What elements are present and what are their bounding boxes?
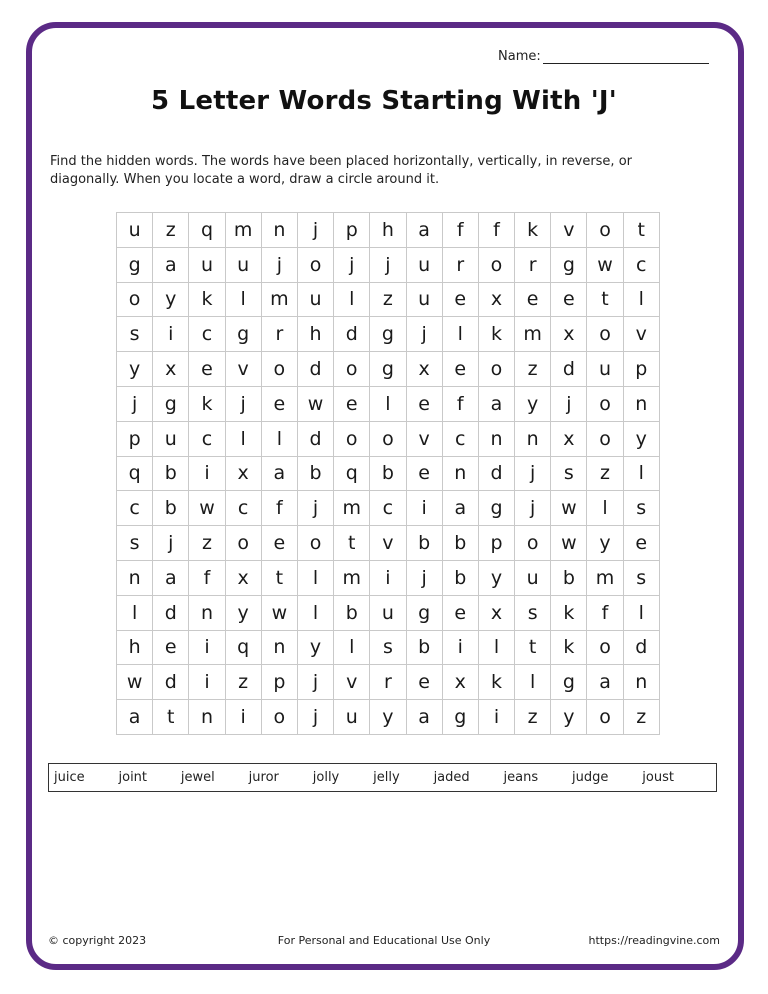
grid-cell[interactable]: m bbox=[261, 282, 297, 317]
word-bank bbox=[48, 763, 717, 792]
grid-cell[interactable]: b bbox=[334, 595, 370, 630]
grid-cell[interactable]: x bbox=[225, 456, 261, 491]
grid-cell[interactable]: n bbox=[623, 665, 659, 700]
grid-cell[interactable]: e bbox=[189, 352, 225, 387]
grid-cell[interactable]: y bbox=[551, 700, 587, 735]
grid-cell[interactable]: s bbox=[370, 630, 406, 665]
grid-cell[interactable]: h bbox=[370, 213, 406, 248]
grid-cell[interactable]: y bbox=[515, 386, 551, 421]
grid-cell[interactable]: o bbox=[587, 317, 623, 352]
grid-cell[interactable]: l bbox=[370, 386, 406, 421]
grid-cell[interactable]: e bbox=[442, 282, 478, 317]
grid-cell[interactable]: f bbox=[587, 595, 623, 630]
grid-cell[interactable]: o bbox=[297, 526, 333, 561]
grid-cell[interactable]: i bbox=[406, 491, 442, 526]
grid-cell[interactable]: v bbox=[225, 352, 261, 387]
grid-cell[interactable]: w bbox=[587, 247, 623, 282]
page-title: 5 Letter Words Starting With 'J' bbox=[151, 86, 617, 116]
grid-cell[interactable]: l bbox=[515, 665, 551, 700]
grid-cell[interactable]: z bbox=[515, 352, 551, 387]
grid-cell[interactable]: u bbox=[406, 247, 442, 282]
grid-cell[interactable]: m bbox=[587, 560, 623, 595]
word-bank-item: jelly bbox=[373, 770, 400, 785]
grid-cell[interactable]: t bbox=[261, 560, 297, 595]
word-bank-item: joust bbox=[642, 770, 674, 785]
grid-cell[interactable]: o bbox=[117, 282, 153, 317]
grid-cell[interactable]: w bbox=[551, 526, 587, 561]
grid-cell[interactable]: i bbox=[442, 630, 478, 665]
word-bank-item: judge bbox=[572, 770, 609, 785]
grid-row bbox=[117, 352, 660, 387]
grid-cell[interactable]: e bbox=[153, 630, 189, 665]
grid-row bbox=[117, 595, 660, 630]
grid-cell[interactable]: v bbox=[370, 526, 406, 561]
grid-cell[interactable]: u bbox=[117, 213, 153, 248]
grid-cell[interactable]: i bbox=[189, 630, 225, 665]
word-bank-item: jeans bbox=[503, 770, 539, 785]
grid-row bbox=[117, 630, 660, 665]
grid-cell[interactable]: r bbox=[442, 247, 478, 282]
grid-cell[interactable]: s bbox=[117, 526, 153, 561]
grid-cell[interactable]: y bbox=[587, 526, 623, 561]
grid-cell[interactable]: i bbox=[478, 700, 514, 735]
grid-cell[interactable]: p bbox=[261, 665, 297, 700]
grid-cell[interactable]: p bbox=[117, 421, 153, 456]
word-search-grid bbox=[116, 212, 660, 735]
grid-cell[interactable]: j bbox=[297, 213, 333, 248]
grid-cell[interactable]: l bbox=[117, 595, 153, 630]
grid-cell[interactable]: y bbox=[623, 421, 659, 456]
grid-cell[interactable]: y bbox=[117, 352, 153, 387]
grid-cell[interactable]: m bbox=[334, 491, 370, 526]
grid-cell[interactable]: l bbox=[334, 630, 370, 665]
grid-cell[interactable]: e bbox=[406, 665, 442, 700]
grid-cell[interactable]: y bbox=[370, 700, 406, 735]
grid-cell[interactable]: a bbox=[587, 665, 623, 700]
grid-cell[interactable]: d bbox=[478, 456, 514, 491]
grid-cell[interactable]: p bbox=[478, 526, 514, 561]
grid-cell[interactable]: f bbox=[442, 386, 478, 421]
grid-cell[interactable]: c bbox=[189, 421, 225, 456]
grid-cell[interactable]: t bbox=[334, 526, 370, 561]
grid-cell[interactable]: q bbox=[225, 630, 261, 665]
grid-cell[interactable]: k bbox=[478, 665, 514, 700]
grid-cell[interactable]: o bbox=[334, 352, 370, 387]
grid-cell[interactable]: o bbox=[334, 421, 370, 456]
grid-cell[interactable]: u bbox=[515, 560, 551, 595]
grid-cell[interactable]: r bbox=[261, 317, 297, 352]
grid-cell[interactable]: a bbox=[406, 700, 442, 735]
grid-cell[interactable]: o bbox=[587, 386, 623, 421]
grid-cell[interactable]: j bbox=[515, 491, 551, 526]
word-bank-item: jolly bbox=[312, 770, 340, 785]
grid-cell[interactable]: i bbox=[153, 317, 189, 352]
grid-cell[interactable]: p bbox=[623, 352, 659, 387]
grid-cell[interactable]: j bbox=[515, 456, 551, 491]
grid-row bbox=[117, 665, 660, 700]
grid-cell[interactable]: j bbox=[261, 247, 297, 282]
grid-cell[interactable]: g bbox=[370, 317, 406, 352]
word-bank-item: juice bbox=[54, 770, 85, 785]
grid-cell[interactable]: t bbox=[153, 700, 189, 735]
grid-cell[interactable]: b bbox=[406, 630, 442, 665]
grid-cell[interactable]: h bbox=[117, 630, 153, 665]
grid-cell[interactable]: l bbox=[334, 282, 370, 317]
grid-cell[interactable]: w bbox=[551, 491, 587, 526]
grid-cell[interactable]: x bbox=[442, 665, 478, 700]
grid-cell[interactable]: u bbox=[153, 421, 189, 456]
grid-cell[interactable]: j bbox=[153, 526, 189, 561]
grid-cell[interactable]: n bbox=[623, 386, 659, 421]
grid-row bbox=[117, 700, 660, 735]
grid-cell[interactable]: a bbox=[153, 247, 189, 282]
name-field[interactable] bbox=[498, 49, 709, 64]
grid-cell[interactable]: v bbox=[334, 665, 370, 700]
grid-cell[interactable]: u bbox=[587, 352, 623, 387]
grid-cell[interactable]: v bbox=[551, 213, 587, 248]
grid-cell[interactable]: e bbox=[261, 526, 297, 561]
grid-cell[interactable]: x bbox=[225, 560, 261, 595]
word-bank-item: joint bbox=[118, 770, 148, 785]
grid-cell[interactable]: l bbox=[442, 317, 478, 352]
grid-row bbox=[117, 317, 660, 352]
grid-cell[interactable]: m bbox=[225, 213, 261, 248]
grid-cell[interactable]: u bbox=[297, 282, 333, 317]
grid-cell[interactable]: n bbox=[261, 630, 297, 665]
grid-cell[interactable]: g bbox=[551, 247, 587, 282]
grid-cell[interactable]: q bbox=[334, 456, 370, 491]
grid-cell[interactable]: a bbox=[153, 560, 189, 595]
grid-cell[interactable]: w bbox=[297, 386, 333, 421]
grid-cell[interactable]: t bbox=[623, 213, 659, 248]
grid-cell[interactable]: e bbox=[623, 526, 659, 561]
name-label: Name: bbox=[498, 49, 541, 64]
grid-cell[interactable]: c bbox=[442, 421, 478, 456]
footer-usage: For Personal and Educational Use Only bbox=[277, 934, 491, 947]
grid-cell[interactable]: d bbox=[153, 595, 189, 630]
grid-cell[interactable]: o bbox=[587, 700, 623, 735]
grid-cell[interactable]: n bbox=[189, 700, 225, 735]
grid-cell[interactable]: r bbox=[515, 247, 551, 282]
grid-cell[interactable]: l bbox=[297, 560, 333, 595]
grid-row bbox=[117, 491, 660, 526]
grid-cell[interactable]: l bbox=[225, 421, 261, 456]
grid-cell[interactable]: o bbox=[261, 352, 297, 387]
grid-cell[interactable]: o bbox=[370, 421, 406, 456]
grid-row bbox=[117, 560, 660, 595]
grid-cell[interactable]: a bbox=[117, 700, 153, 735]
grid-cell[interactable]: x bbox=[478, 595, 514, 630]
grid-cell[interactable]: x bbox=[406, 352, 442, 387]
grid-cell[interactable]: g bbox=[406, 595, 442, 630]
grid-cell[interactable]: e bbox=[551, 282, 587, 317]
grid-cell[interactable]: n bbox=[189, 595, 225, 630]
grid-cell[interactable]: x bbox=[551, 421, 587, 456]
grid-cell[interactable]: j bbox=[370, 247, 406, 282]
grid-cell[interactable]: s bbox=[623, 491, 659, 526]
word-bank-item: juror bbox=[248, 770, 279, 785]
grid-cell[interactable]: l bbox=[623, 595, 659, 630]
grid-cell[interactable]: u bbox=[406, 282, 442, 317]
grid-cell[interactable]: d bbox=[334, 317, 370, 352]
grid-cell[interactable]: b bbox=[551, 560, 587, 595]
grid-row bbox=[117, 386, 660, 421]
grid-cell[interactable]: w bbox=[261, 595, 297, 630]
grid-cell[interactable]: y bbox=[297, 630, 333, 665]
grid-cell[interactable]: z bbox=[225, 665, 261, 700]
grid-cell[interactable]: e bbox=[442, 352, 478, 387]
grid-cell[interactable]: p bbox=[334, 213, 370, 248]
grid-cell[interactable]: d bbox=[623, 630, 659, 665]
grid-cell[interactable]: s bbox=[623, 560, 659, 595]
grid-cell[interactable]: j bbox=[297, 665, 333, 700]
footer-copyright: © copyright 2023 bbox=[48, 934, 147, 947]
grid-cell[interactable]: u bbox=[189, 247, 225, 282]
grid-cell[interactable]: k bbox=[551, 630, 587, 665]
grid-cell[interactable]: e bbox=[261, 386, 297, 421]
grid-cell[interactable]: d bbox=[297, 421, 333, 456]
grid-cell[interactable]: u bbox=[370, 595, 406, 630]
grid-cell[interactable]: b bbox=[442, 560, 478, 595]
grid-cell[interactable]: m bbox=[515, 317, 551, 352]
grid-row bbox=[117, 213, 660, 248]
grid-cell[interactable]: k bbox=[189, 386, 225, 421]
grid-cell[interactable]: k bbox=[478, 317, 514, 352]
grid-cell[interactable]: f bbox=[478, 213, 514, 248]
grid-cell[interactable]: f bbox=[261, 491, 297, 526]
grid-cell[interactable]: t bbox=[515, 630, 551, 665]
grid-row bbox=[117, 282, 660, 317]
grid-cell[interactable]: n bbox=[515, 421, 551, 456]
grid-cell[interactable]: n bbox=[261, 213, 297, 248]
grid-cell[interactable]: q bbox=[117, 456, 153, 491]
grid-cell[interactable]: a bbox=[478, 386, 514, 421]
grid-cell[interactable]: y bbox=[225, 595, 261, 630]
instructions: Find the hidden words. The words have been placed horizontally, vertically, in reverse, or diagonally. When you locate a word, draw a circle around it. bbox=[50, 154, 632, 187]
grid-cell[interactable]: o bbox=[225, 526, 261, 561]
grid-row bbox=[117, 247, 660, 282]
grid-cell[interactable]: z bbox=[515, 700, 551, 735]
grid-cell[interactable]: g bbox=[153, 386, 189, 421]
grid-cell[interactable]: s bbox=[515, 595, 551, 630]
grid-cell[interactable]: b bbox=[297, 456, 333, 491]
grid-cell[interactable]: s bbox=[117, 317, 153, 352]
grid-cell[interactable]: t bbox=[587, 282, 623, 317]
grid-cell[interactable]: n bbox=[117, 560, 153, 595]
grid-cell[interactable]: d bbox=[551, 352, 587, 387]
grid-cell[interactable]: j bbox=[297, 491, 333, 526]
grid-cell[interactable]: x bbox=[153, 352, 189, 387]
grid-cell[interactable]: o bbox=[515, 526, 551, 561]
grid-cell[interactable]: b bbox=[370, 456, 406, 491]
grid-cell[interactable]: i bbox=[189, 665, 225, 700]
grid-cell[interactable]: l bbox=[623, 282, 659, 317]
grid-cell[interactable]: v bbox=[623, 317, 659, 352]
footer-url[interactable]: https://readingvine.com bbox=[588, 934, 720, 947]
grid-cell[interactable]: o bbox=[587, 630, 623, 665]
grid-cell[interactable]: z bbox=[153, 213, 189, 248]
grid-cell[interactable]: o bbox=[297, 247, 333, 282]
grid-cell[interactable]: g bbox=[551, 665, 587, 700]
grid-row bbox=[117, 526, 660, 561]
grid-cell[interactable]: o bbox=[478, 352, 514, 387]
grid-cell[interactable]: c bbox=[370, 491, 406, 526]
name-underline[interactable] bbox=[543, 51, 709, 64]
grid-cell[interactable]: b bbox=[442, 526, 478, 561]
grid-cell[interactable]: x bbox=[478, 282, 514, 317]
grid-row bbox=[117, 421, 660, 456]
grid-cell[interactable]: r bbox=[370, 665, 406, 700]
grid-cell[interactable]: e bbox=[334, 386, 370, 421]
grid-cell[interactable]: k bbox=[189, 282, 225, 317]
grid-cell[interactable]: g bbox=[370, 352, 406, 387]
grid-cell[interactable]: j bbox=[225, 386, 261, 421]
grid-cell[interactable]: i bbox=[225, 700, 261, 735]
grid-cell[interactable]: l bbox=[478, 630, 514, 665]
grid-cell[interactable]: b bbox=[153, 456, 189, 491]
grid-cell[interactable]: o bbox=[478, 247, 514, 282]
grid-cell[interactable]: g bbox=[117, 247, 153, 282]
grid-cell[interactable]: g bbox=[225, 317, 261, 352]
grid-cell[interactable]: e bbox=[406, 456, 442, 491]
grid-cell[interactable]: j bbox=[406, 317, 442, 352]
grid-cell[interactable]: c bbox=[225, 491, 261, 526]
grid-cell[interactable]: u bbox=[334, 700, 370, 735]
grid-cell[interactable]: o bbox=[587, 421, 623, 456]
grid-cell[interactable]: l bbox=[261, 421, 297, 456]
grid-cell[interactable]: d bbox=[297, 352, 333, 387]
grid-cell[interactable]: x bbox=[551, 317, 587, 352]
grid-cell[interactable]: b bbox=[406, 526, 442, 561]
grid-cell[interactable]: l bbox=[623, 456, 659, 491]
grid-cell[interactable]: d bbox=[153, 665, 189, 700]
grid-cell[interactable]: z bbox=[623, 700, 659, 735]
grid-cell[interactable]: c bbox=[189, 317, 225, 352]
grid-cell[interactable]: z bbox=[587, 456, 623, 491]
grid-cell[interactable]: e bbox=[515, 282, 551, 317]
grid-cell[interactable]: g bbox=[478, 491, 514, 526]
grid-cell[interactable]: l bbox=[297, 595, 333, 630]
grid-cell[interactable]: c bbox=[623, 247, 659, 282]
grid-cell[interactable]: h bbox=[297, 317, 333, 352]
grid-cell[interactable]: v bbox=[406, 421, 442, 456]
grid-cell[interactable]: y bbox=[478, 560, 514, 595]
grid-cell[interactable]: b bbox=[153, 491, 189, 526]
grid-cell[interactable]: j bbox=[551, 386, 587, 421]
grid-cell[interactable]: k bbox=[515, 213, 551, 248]
grid-cell[interactable]: i bbox=[370, 560, 406, 595]
grid-cell[interactable]: a bbox=[406, 213, 442, 248]
grid-cell[interactable]: z bbox=[189, 526, 225, 561]
grid-cell[interactable]: q bbox=[189, 213, 225, 248]
grid-cell[interactable]: e bbox=[406, 386, 442, 421]
grid-cell[interactable]: m bbox=[334, 560, 370, 595]
grid-cell[interactable]: a bbox=[261, 456, 297, 491]
grid-cell[interactable]: c bbox=[117, 491, 153, 526]
word-bank-item: jewel bbox=[180, 770, 215, 785]
grid-row bbox=[117, 456, 660, 491]
grid-cell[interactable]: a bbox=[442, 491, 478, 526]
grid-cell[interactable]: f bbox=[189, 560, 225, 595]
grid-cell[interactable]: n bbox=[478, 421, 514, 456]
grid-cell[interactable]: i bbox=[189, 456, 225, 491]
grid-cell[interactable]: j bbox=[297, 700, 333, 735]
grid-cell[interactable]: j bbox=[334, 247, 370, 282]
grid-cell[interactable]: g bbox=[442, 700, 478, 735]
grid-cell[interactable]: j bbox=[406, 560, 442, 595]
grid-cell[interactable]: l bbox=[225, 282, 261, 317]
grid-cell[interactable]: o bbox=[587, 213, 623, 248]
grid-cell[interactable]: o bbox=[261, 700, 297, 735]
grid-cell[interactable]: k bbox=[551, 595, 587, 630]
word-bank-item: jaded bbox=[433, 770, 470, 785]
grid-cell[interactable]: y bbox=[153, 282, 189, 317]
grid-cell[interactable]: e bbox=[442, 595, 478, 630]
grid-cell[interactable]: u bbox=[225, 247, 261, 282]
grid-cell[interactable]: s bbox=[551, 456, 587, 491]
grid-cell[interactable]: j bbox=[117, 386, 153, 421]
grid-cell[interactable]: w bbox=[117, 665, 153, 700]
grid-cell[interactable]: n bbox=[442, 456, 478, 491]
grid-cell[interactable]: l bbox=[587, 491, 623, 526]
grid-cell[interactable]: z bbox=[370, 282, 406, 317]
grid-cell[interactable]: w bbox=[189, 491, 225, 526]
grid-cell[interactable]: f bbox=[442, 213, 478, 248]
